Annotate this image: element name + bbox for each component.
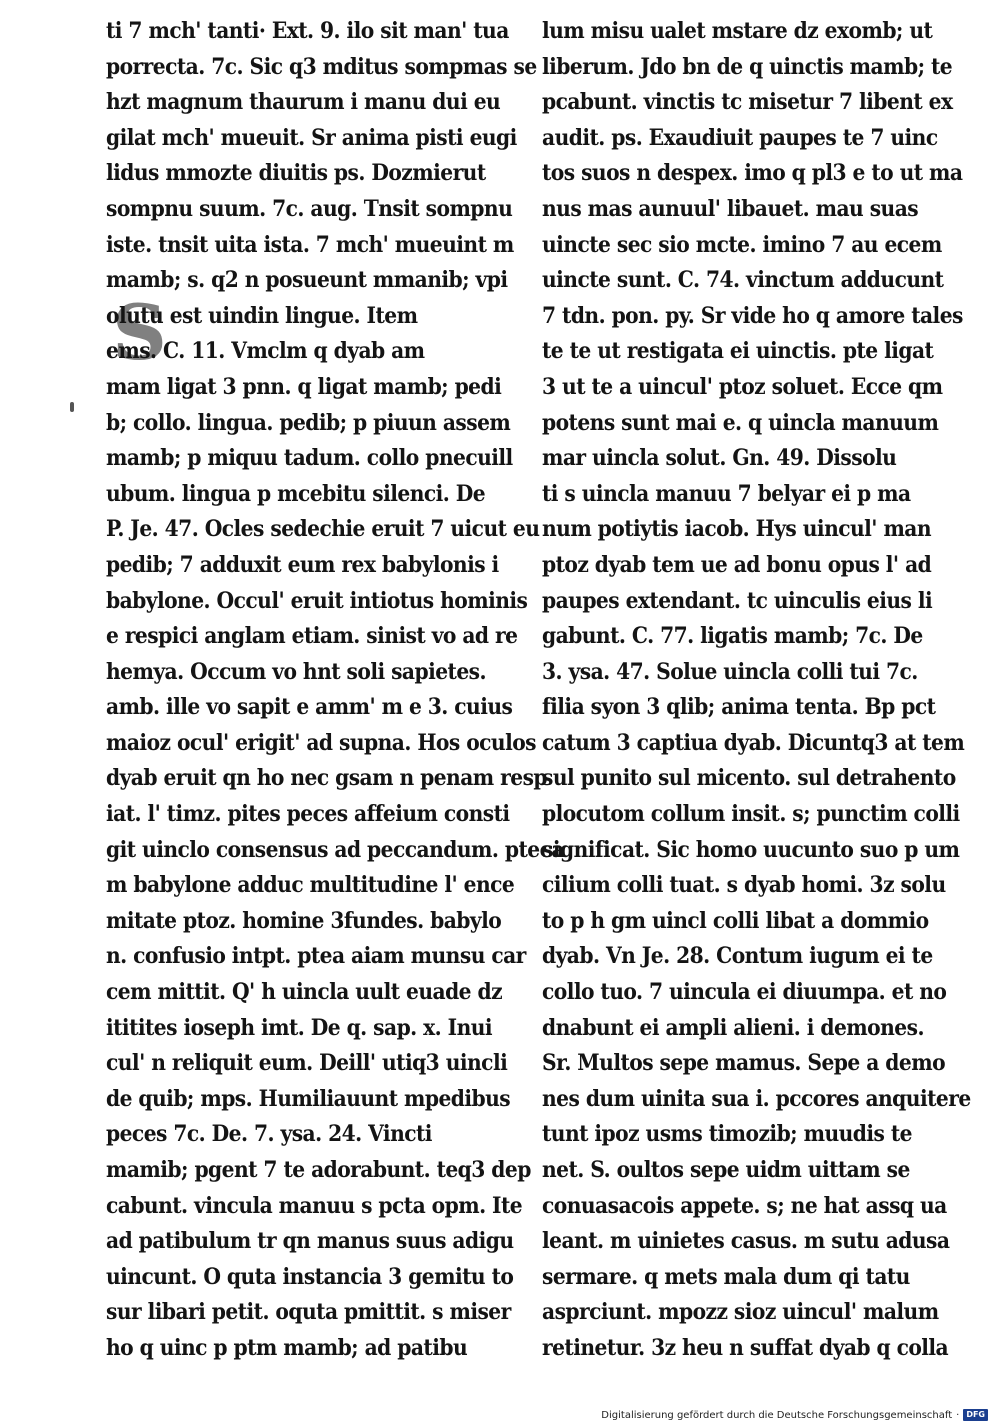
manuscript-line: Sr. Multos sepe mamus. Sepe a demo [542,1050,946,1077]
manuscript-line: to p h gm uincl colli libat a dommio [542,907,929,934]
manuscript-line: retinetur. 3z heu n suffat dyab q colla [542,1334,949,1361]
decorated-initial: S [112,288,167,377]
manuscript-line: catum 3 captiua dyab. Dicuntq3 at tem [542,729,965,756]
manuscript-line: ptoz dyab tem ue ad bonu opus l' ad [542,551,932,578]
manuscript-line: b; collo. lingua. pedib; p piuun assem [106,409,511,436]
manuscript-line: iat. l' timz. pites peces affeium consti [106,801,510,828]
manuscript-line: amb. ille vo sapit e amm' m e 3. cuius [106,694,513,721]
manuscript-line: hzt magnum thaurum i manu dui eu [106,89,501,116]
left-text-column [106,14,564,1367]
manuscript-line: sur libari petit. oquta pmittit. s miser [106,1299,511,1326]
manuscript-line: babylone. Occul' eruit intiotus hominis [106,587,528,614]
manuscript-line: m babylone adduc multitudine l' ence [106,872,515,899]
manuscript-line: cem mittit. Q' h uincla uult euade dz [106,979,503,1006]
manuscript-line: pedib; 7 adduxit eum rex babylonis i [106,551,499,578]
manuscript-line: paupes extendant. tc uinculis eius li [542,587,933,614]
manuscript-line: filia syon 3 qlib; anima tenta. Bp pct [542,694,936,721]
manuscript-line: collo tuo. 7 uincula ei diuumpa. et no [542,979,947,1006]
manuscript-line: git uinclo consensus ad peccandum. pteca [106,836,564,863]
manuscript-line: mamb; s. q2 n posueunt mmanib; vpi [106,267,508,294]
manuscript-line: pcabunt. vinctis tc misetur 7 libent ex [542,89,953,116]
manuscript-line: ti 7 mch' tanti· Ext. 9. ilo sit man' tua [106,18,509,44]
margin-mark [70,402,74,412]
manuscript-line: potens sunt mai e. q uincla manuum [542,409,939,436]
manuscript-line: tunt ipoz usms timozib; muudis te [542,1121,912,1148]
manuscript-line: sermare. q mets mala dum qi tatu [542,1263,910,1290]
manuscript-line: maioz ocul' erigit' ad supna. Hos oculos [106,729,537,756]
manuscript-line: mar uincla solut. Gn. 49. Dissolu [542,445,897,472]
digitization-footer [601,1406,988,1424]
manuscript-line: mamib; pgent 7 te adorabunt. teq3 dep [106,1157,531,1183]
manuscript-line: audit. ps. Exaudiuit paupes te 7 uinc [542,124,938,151]
manuscript-line: gabunt. C. 77. ligatis mamb; 7c. De [542,623,923,650]
manuscript-line: 3 ut te a uincul' ptoz soluet. Ecce qm [542,373,943,400]
manuscript-line: te te ut restigata ei uinctis. pte ligat [542,338,934,365]
right-text-column [542,14,982,1367]
manuscript-line: uincte sec sio mcte. imino 7 au ecem [542,231,942,258]
manuscript-line: e respici anglam etiam. sinist vo ad re [106,623,518,650]
manuscript-line: mamb; p miquu tadum. collo pnecuill [106,445,513,472]
manuscript-line: uincte sunt. C. 74. vinctum adducunt [542,267,944,294]
manuscript-line: dnabunt ei ampli alieni. i demones. [542,1014,924,1041]
manuscript-line: sul punito sul micento. sul detrahento [542,765,956,792]
funding-credit: Digitalisierung gefördert durch die Deutsche Forschungsgemeinschaft [601,1409,953,1421]
manuscript-line: tos suos n despex. imo q pl3 e to ut ma [542,160,963,187]
manuscript-line: ems. C. 11. Vmclm q dyab am [106,338,425,365]
manuscript-line: uincunt. O quta instancia 3 gemitu to [106,1263,514,1290]
manuscript-line: ti s uincla manuu 7 belyar ei p ma [542,480,911,507]
manuscript-line: cul' n reliquit eum. Deill' utiq3 uincli [106,1050,508,1077]
manuscript-line: iste. tnsit uita ista. 7 mch' mueuint m [106,231,514,258]
manuscript-line: cilium colli tuat. s dyab homi. 3z solu [542,872,946,899]
manuscript-line: nus mas aunuul' libauet. mau suas [542,195,919,222]
manuscript-line: lum misu ualet mstare dz exomb; ut [542,18,933,44]
manuscript-line: mitate ptoz. homine 3fundes. babylo [106,907,502,934]
manuscript-line: asprciunt. mpozz sioz uincul' malum [542,1299,939,1326]
manuscript-line: plocutom collum insit. s; punctim colli [542,801,960,828]
manuscript-line: net. S. oultos sepe uidm uittam se [542,1157,910,1183]
manuscript-line: mam ligat 3 pnn. q ligat mamb; pedi [106,373,502,400]
manuscript-line: num potiytis iacob. Hys uincul' man [542,516,932,543]
manuscript-line: significat. Sic homo uucunto suo p um [542,836,960,863]
manuscript-line: gilat mch' mueuit. Sr anima pisti eugi [106,124,517,151]
manuscript-line: dyab eruit qn ho nec gsam n penam resp [106,765,548,792]
manuscript-line: ho q uinc p ptm mamb; ad patibu [106,1334,468,1361]
manuscript-line: n. confusio intpt. ptea aiam munsu car [106,943,526,970]
manuscript-line: 7 tdn. pon. py. Sr vide ho q amore tales [542,302,963,329]
manuscript-line: lidus mmozte diuitis ps. Dozmierut [106,160,486,187]
manuscript-line: sompnu suum. 7c. aug. Tnsit sompnu [106,195,513,222]
manuscript-line: ubum. lingua p mcebitu silenci. De [106,480,486,507]
manuscript-line: 3. ysa. 47. Solue uincla colli tui 7c. [542,658,918,685]
manuscript-line: hemya. Occum vo hnt soli sapietes. [106,658,487,685]
manuscript-line: nes dum uinita sua i. pccores anquitere [542,1085,971,1112]
manuscript-line: dyab. Vn Je. 28. Contum iugum ei te [542,943,933,970]
manuscript-line: cabunt. vincula manuu s pcta opm. Ite [106,1192,523,1219]
manuscript-line: liberum. Jdo bn de q uinctis mamb; te [542,53,953,80]
dfg-logo: DFG [963,1409,988,1421]
manuscript-line: ad patibulum tr qn manus suus adigu [106,1228,514,1255]
manuscript-line: porrecta. 7c. Sic q3 mditus sompmas se [106,53,537,80]
manuscript-line: olutu est uindin lingue. Item [106,302,418,329]
manuscript-line: P. Je. 47. Ocles sedechie eruit 7 uicut eu [106,516,540,543]
manuscript-line: ititites ioseph imt. De q. sap. x. Inui [106,1014,493,1041]
manuscript-line: conuasacois appete. s; ne hat assq ua [542,1192,947,1219]
manuscript-line: leant. m uinietes casus. m sutu adusa [542,1228,950,1255]
manuscript-line: peces 7c. De. 7. ysa. 24. Vincti [106,1121,432,1148]
footer-separator: · [956,1409,960,1421]
manuscript-line: de quib; mps. Humiliauunt mpedibus [106,1085,511,1112]
